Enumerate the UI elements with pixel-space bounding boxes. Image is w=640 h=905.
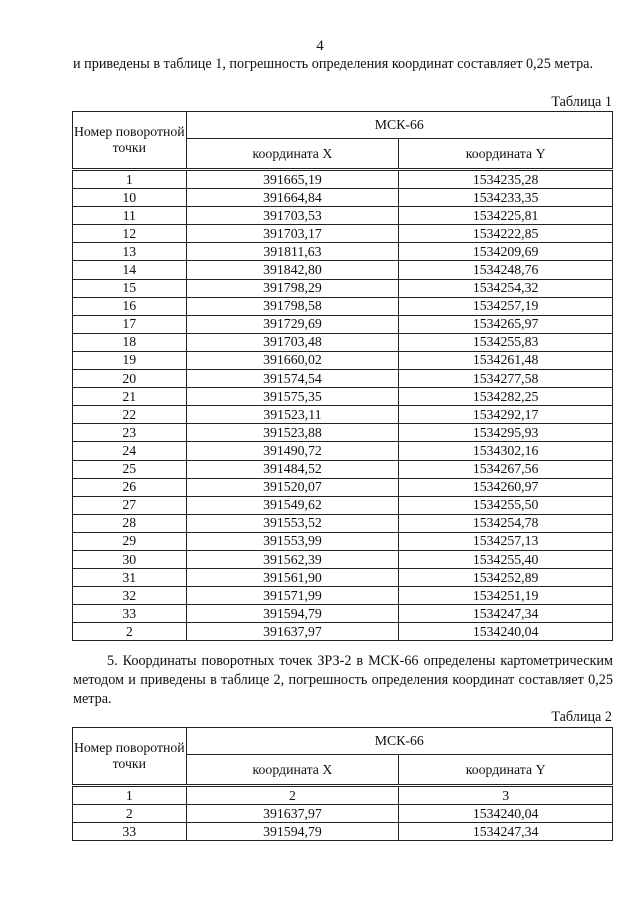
coordinate-y-cell: 1534235,28 bbox=[399, 170, 613, 189]
table-row bbox=[73, 388, 613, 406]
coordinate-x-cell: 391594,79 bbox=[186, 605, 399, 623]
table-row bbox=[73, 189, 613, 207]
coordinate-x-cell: 391703,48 bbox=[186, 333, 399, 351]
table-row bbox=[73, 496, 613, 514]
table-row bbox=[73, 279, 613, 297]
coordinate-y-cell: 1534252,89 bbox=[399, 569, 613, 587]
coordinate-y-cell: 1534292,17 bbox=[399, 406, 613, 424]
paragraph-section-5 bbox=[73, 652, 613, 709]
coordinate-y-cell: 1534255,40 bbox=[399, 550, 613, 568]
table-row bbox=[73, 805, 613, 823]
coordinate-x-cell: 391490,72 bbox=[186, 442, 399, 460]
point-number-cell: 18 bbox=[73, 333, 187, 351]
table-row bbox=[73, 225, 613, 243]
table-row bbox=[73, 261, 613, 279]
table-row bbox=[73, 424, 613, 442]
coordinates-table-2 bbox=[72, 727, 613, 841]
coordinate-y-cell: 1534260,97 bbox=[399, 478, 613, 496]
table-row bbox=[73, 406, 613, 424]
table2-caption: Таблица 2 bbox=[551, 709, 612, 725]
header-coordinate-system: МСК-66 bbox=[186, 728, 612, 755]
table-row bbox=[73, 605, 613, 623]
table-row bbox=[73, 460, 613, 478]
header-coordinate-system: МСК-66 bbox=[186, 112, 612, 139]
table-row bbox=[73, 370, 613, 388]
coordinate-y-cell: 1534240,04 bbox=[399, 623, 613, 641]
point-number-cell: 14 bbox=[73, 261, 187, 279]
table-row bbox=[73, 243, 613, 261]
coordinate-y-cell: 1534302,16 bbox=[399, 442, 613, 460]
coordinate-y-cell: 1534222,85 bbox=[399, 225, 613, 243]
coordinate-x-cell: 391798,29 bbox=[186, 279, 399, 297]
coordinate-y-cell: 1534254,78 bbox=[399, 514, 613, 532]
coordinate-x-cell: 391637,97 bbox=[186, 623, 399, 641]
table-row bbox=[73, 623, 613, 641]
coordinate-x-cell: 2 bbox=[186, 786, 399, 805]
coordinate-x-cell: 391664,84 bbox=[186, 189, 399, 207]
table-row bbox=[73, 315, 613, 333]
point-number-cell: 11 bbox=[73, 207, 187, 225]
point-number-cell: 30 bbox=[73, 550, 187, 568]
coordinate-x-cell: 391553,99 bbox=[186, 532, 399, 550]
coordinate-y-cell: 1534267,56 bbox=[399, 460, 613, 478]
point-number-cell: 2 bbox=[73, 623, 187, 641]
coordinates-table-1 bbox=[72, 111, 613, 641]
table-row bbox=[73, 442, 613, 460]
coordinate-y-cell: 1534225,81 bbox=[399, 207, 613, 225]
header-point-number: Номер поворотной точки bbox=[73, 728, 187, 786]
table-row bbox=[73, 297, 613, 315]
header-coordinate-x: координата X bbox=[186, 139, 399, 170]
coordinate-x-cell: 391665,19 bbox=[186, 170, 399, 189]
paragraph-intro: и приведены в таблице 1, погрешность определения координат составляет 0,25 метра. bbox=[73, 56, 594, 72]
coordinate-x-cell: 391523,11 bbox=[186, 406, 399, 424]
point-number-cell: 17 bbox=[73, 315, 187, 333]
coordinate-x-cell: 391660,02 bbox=[186, 351, 399, 369]
point-number-cell: 33 bbox=[73, 823, 187, 841]
coordinate-y-cell: 1534295,93 bbox=[399, 424, 613, 442]
coordinate-y-cell: 1534247,34 bbox=[399, 823, 613, 841]
coordinate-x-cell: 391549,62 bbox=[186, 496, 399, 514]
table-row bbox=[73, 478, 613, 496]
point-number-cell: 29 bbox=[73, 532, 187, 550]
coordinate-x-cell: 391484,52 bbox=[186, 460, 399, 478]
coordinate-x-cell: 391553,52 bbox=[186, 514, 399, 532]
table-row bbox=[73, 550, 613, 568]
paragraph-section-5-text: 5. Координаты поворотных точек ЗРЗ-2 в МСК-66 определены картометрическим методом и приведены в таблице 2, погрешность определения координат составляет 0,25 метра. bbox=[73, 653, 613, 707]
point-number-cell: 22 bbox=[73, 406, 187, 424]
table1-caption: Таблица 1 bbox=[551, 94, 612, 110]
coordinate-x-cell: 391811,63 bbox=[186, 243, 399, 261]
coordinate-y-cell: 1534261,48 bbox=[399, 351, 613, 369]
point-number-cell: 25 bbox=[73, 460, 187, 478]
table2-body bbox=[73, 786, 613, 841]
coordinate-y-cell: 1534277,58 bbox=[399, 370, 613, 388]
coordinate-y-cell: 3 bbox=[399, 786, 613, 805]
point-number-cell: 13 bbox=[73, 243, 187, 261]
point-number-cell: 12 bbox=[73, 225, 187, 243]
coordinate-y-cell: 1534240,04 bbox=[399, 805, 613, 823]
coordinate-y-cell: 1534265,97 bbox=[399, 315, 613, 333]
coordinate-y-cell: 1534247,34 bbox=[399, 605, 613, 623]
table-row bbox=[73, 587, 613, 605]
coordinate-x-cell: 391798,58 bbox=[186, 297, 399, 315]
coordinate-y-cell: 1534282,25 bbox=[399, 388, 613, 406]
coordinate-y-cell: 1534251,19 bbox=[399, 587, 613, 605]
coordinate-y-cell: 1534257,19 bbox=[399, 297, 613, 315]
coordinate-x-cell: 391842,80 bbox=[186, 261, 399, 279]
table-row bbox=[73, 532, 613, 550]
coordinate-x-cell: 391729,69 bbox=[186, 315, 399, 333]
coordinate-x-cell: 391594,79 bbox=[186, 823, 399, 841]
point-number-cell: 21 bbox=[73, 388, 187, 406]
coordinate-x-cell: 391575,35 bbox=[186, 388, 399, 406]
point-number-cell: 16 bbox=[73, 297, 187, 315]
point-number-cell: 27 bbox=[73, 496, 187, 514]
coordinate-x-cell: 391703,17 bbox=[186, 225, 399, 243]
point-number-cell: 32 bbox=[73, 587, 187, 605]
point-number-cell: 2 bbox=[73, 805, 187, 823]
coordinate-x-cell: 391561,90 bbox=[186, 569, 399, 587]
point-number-cell: 24 bbox=[73, 442, 187, 460]
point-number-cell: 31 bbox=[73, 569, 187, 587]
point-number-cell: 20 bbox=[73, 370, 187, 388]
coordinate-x-cell: 391703,53 bbox=[186, 207, 399, 225]
header-point-number: Номер поворотной точки bbox=[73, 112, 187, 170]
point-number-cell: 15 bbox=[73, 279, 187, 297]
coordinate-x-cell: 391520,07 bbox=[186, 478, 399, 496]
coordinate-y-cell: 1534209,69 bbox=[399, 243, 613, 261]
coordinate-y-cell: 1534255,83 bbox=[399, 333, 613, 351]
table1-body bbox=[73, 170, 613, 641]
header-coordinate-y: координата Y bbox=[399, 139, 613, 170]
table-row bbox=[73, 786, 613, 805]
table-row bbox=[73, 569, 613, 587]
coordinate-y-cell: 1534233,35 bbox=[399, 189, 613, 207]
coordinate-y-cell: 1534254,32 bbox=[399, 279, 613, 297]
table-row bbox=[73, 170, 613, 189]
coordinate-x-cell: 391562,39 bbox=[186, 550, 399, 568]
table-row bbox=[73, 823, 613, 841]
point-number-cell: 10 bbox=[73, 189, 187, 207]
header-coordinate-y: координата Y bbox=[399, 755, 613, 786]
coordinate-y-cell: 1534255,50 bbox=[399, 496, 613, 514]
table-row bbox=[73, 333, 613, 351]
point-number-cell: 33 bbox=[73, 605, 187, 623]
point-number-cell: 23 bbox=[73, 424, 187, 442]
coordinate-x-cell: 391571,99 bbox=[186, 587, 399, 605]
table-row bbox=[73, 351, 613, 369]
coordinate-y-cell: 1534257,13 bbox=[399, 532, 613, 550]
point-number-cell: 19 bbox=[73, 351, 187, 369]
point-number-cell: 28 bbox=[73, 514, 187, 532]
coordinate-y-cell: 1534248,76 bbox=[399, 261, 613, 279]
table-row bbox=[73, 514, 613, 532]
table-row bbox=[73, 207, 613, 225]
coordinate-x-cell: 391574,54 bbox=[186, 370, 399, 388]
coordinate-x-cell: 391637,97 bbox=[186, 805, 399, 823]
header-coordinate-x: координата X bbox=[186, 755, 399, 786]
point-number-cell: 1 bbox=[73, 170, 187, 189]
point-number-cell: 1 bbox=[73, 786, 187, 805]
point-number-cell: 26 bbox=[73, 478, 187, 496]
coordinate-x-cell: 391523,88 bbox=[186, 424, 399, 442]
page-number: 4 bbox=[316, 38, 324, 54]
